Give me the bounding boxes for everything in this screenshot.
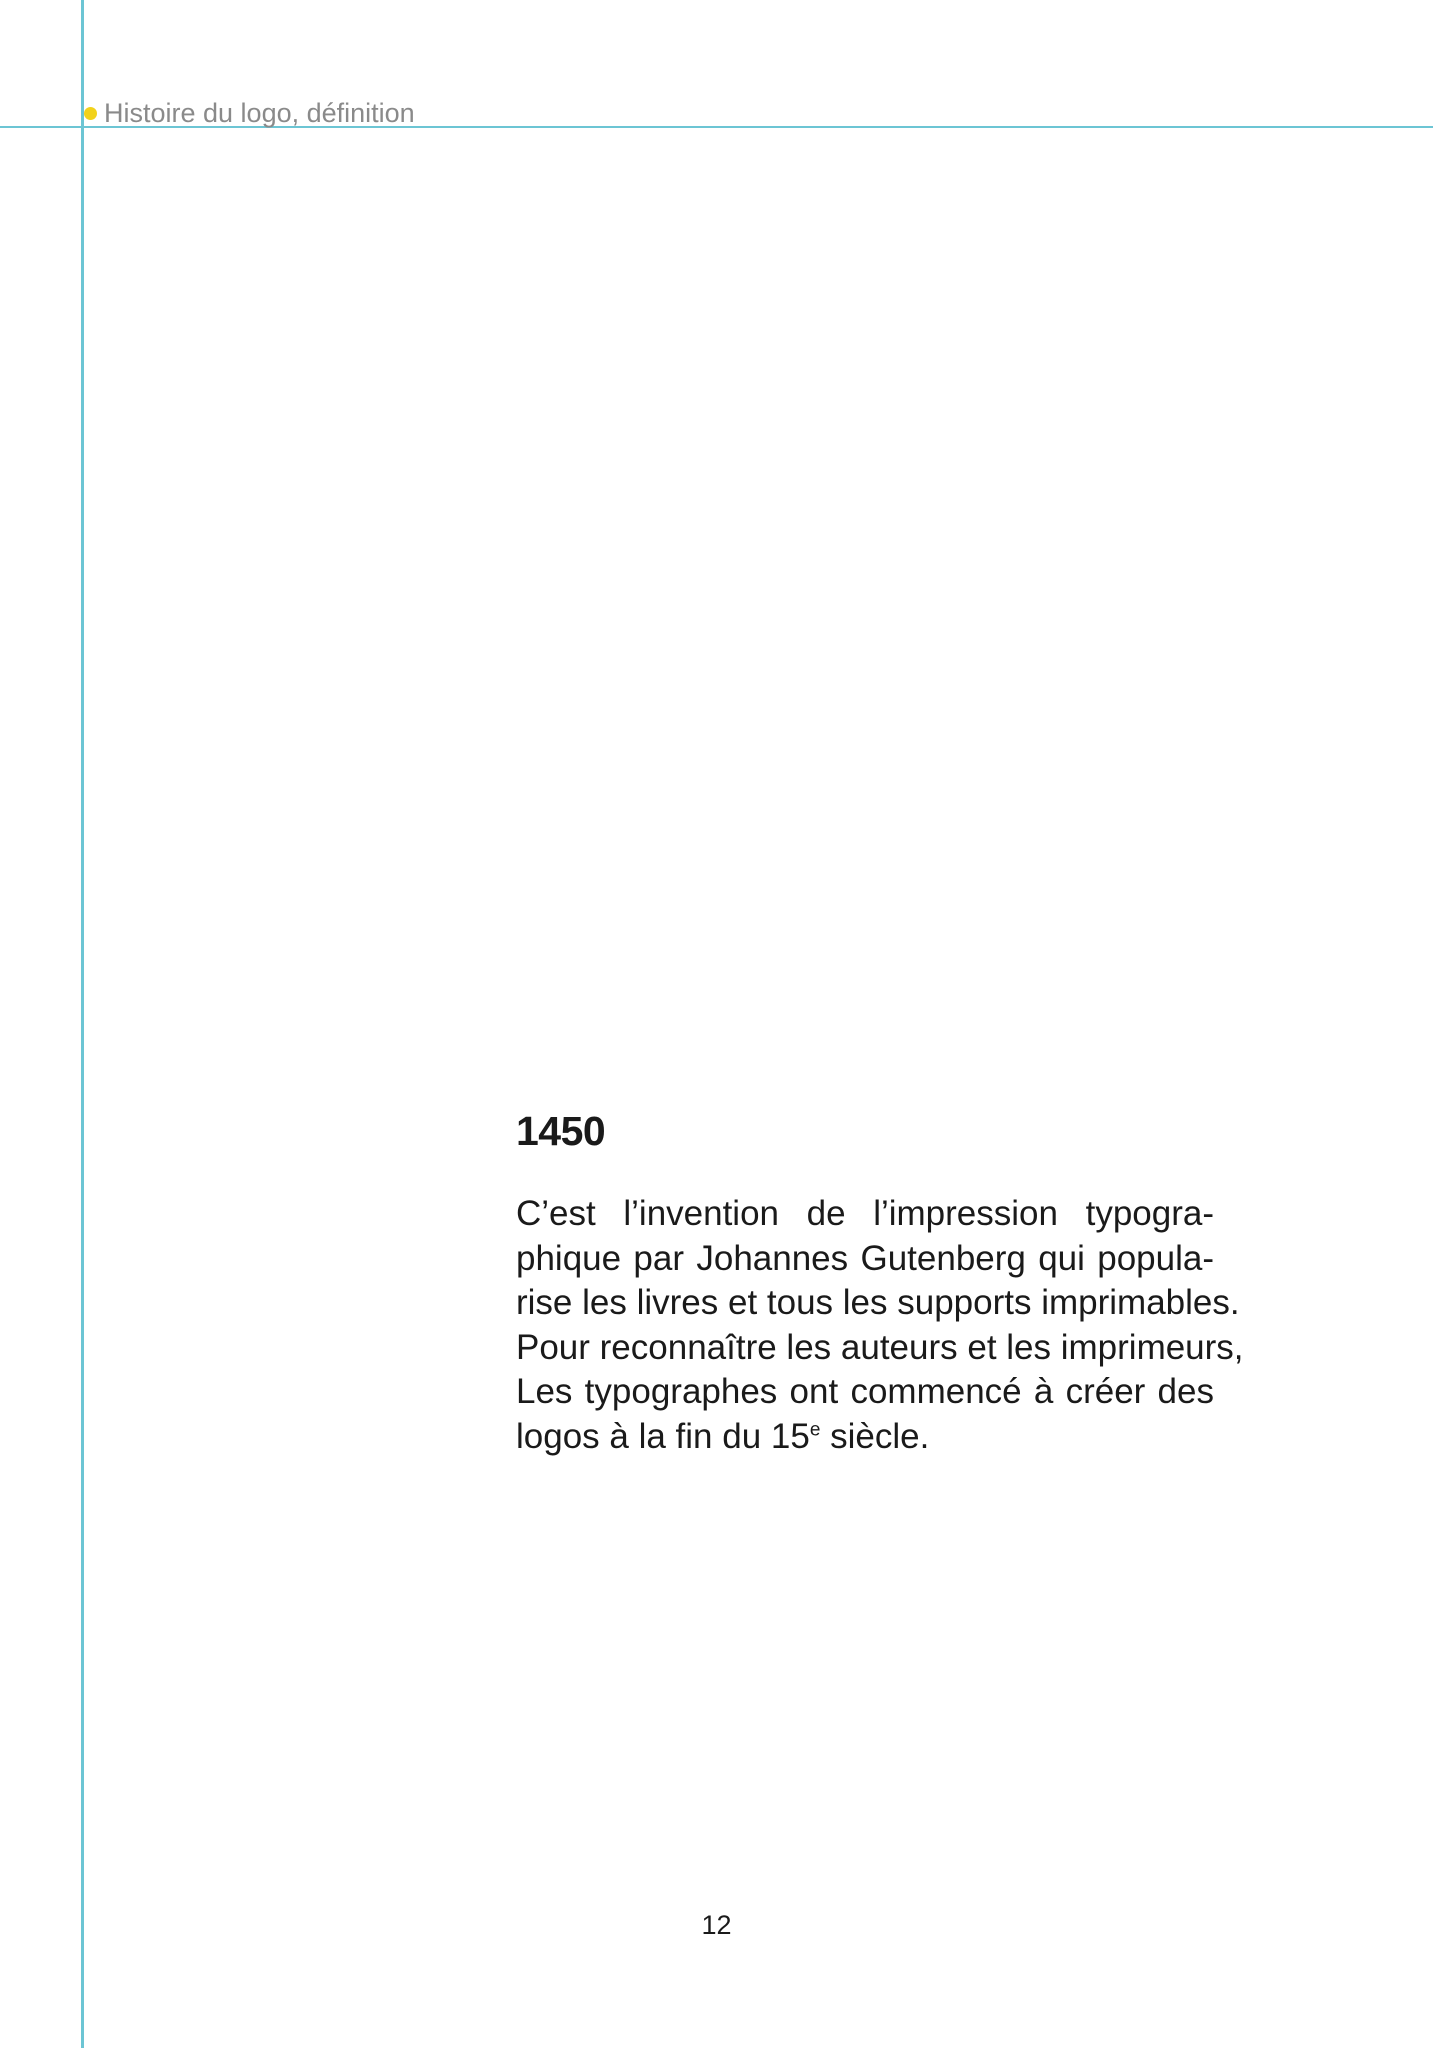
paragraph-line: C’est l’invention de l’impression typogra- xyxy=(516,1194,1214,1233)
paragraph-line: Pour reconnaître les auteurs et les imprimeurs, xyxy=(516,1327,1244,1367)
margin-guide-vertical xyxy=(81,0,84,2048)
paragraph-line-last xyxy=(516,1415,1214,1460)
page-number: 12 xyxy=(701,1910,732,1940)
paragraph-line: phique par Johannes Gutenberg qui popula- xyxy=(516,1238,1214,1278)
section-year-heading: 1450 xyxy=(516,1108,606,1154)
last-line-end: siècle. xyxy=(820,1416,930,1456)
last-line-text: logos à la fin du 15 xyxy=(516,1416,810,1456)
bullet-icon xyxy=(84,107,97,120)
paragraph-line: Les typographes ont commencé à créer des xyxy=(516,1372,1214,1411)
running-header-title: Histoire du logo, définition xyxy=(104,97,415,128)
century-superscript: e xyxy=(809,1418,821,1440)
paragraph-line: rise les livres et tous les supports imprimables. xyxy=(516,1283,1240,1322)
body-paragraph xyxy=(516,1192,1244,1459)
running-header xyxy=(84,96,415,130)
